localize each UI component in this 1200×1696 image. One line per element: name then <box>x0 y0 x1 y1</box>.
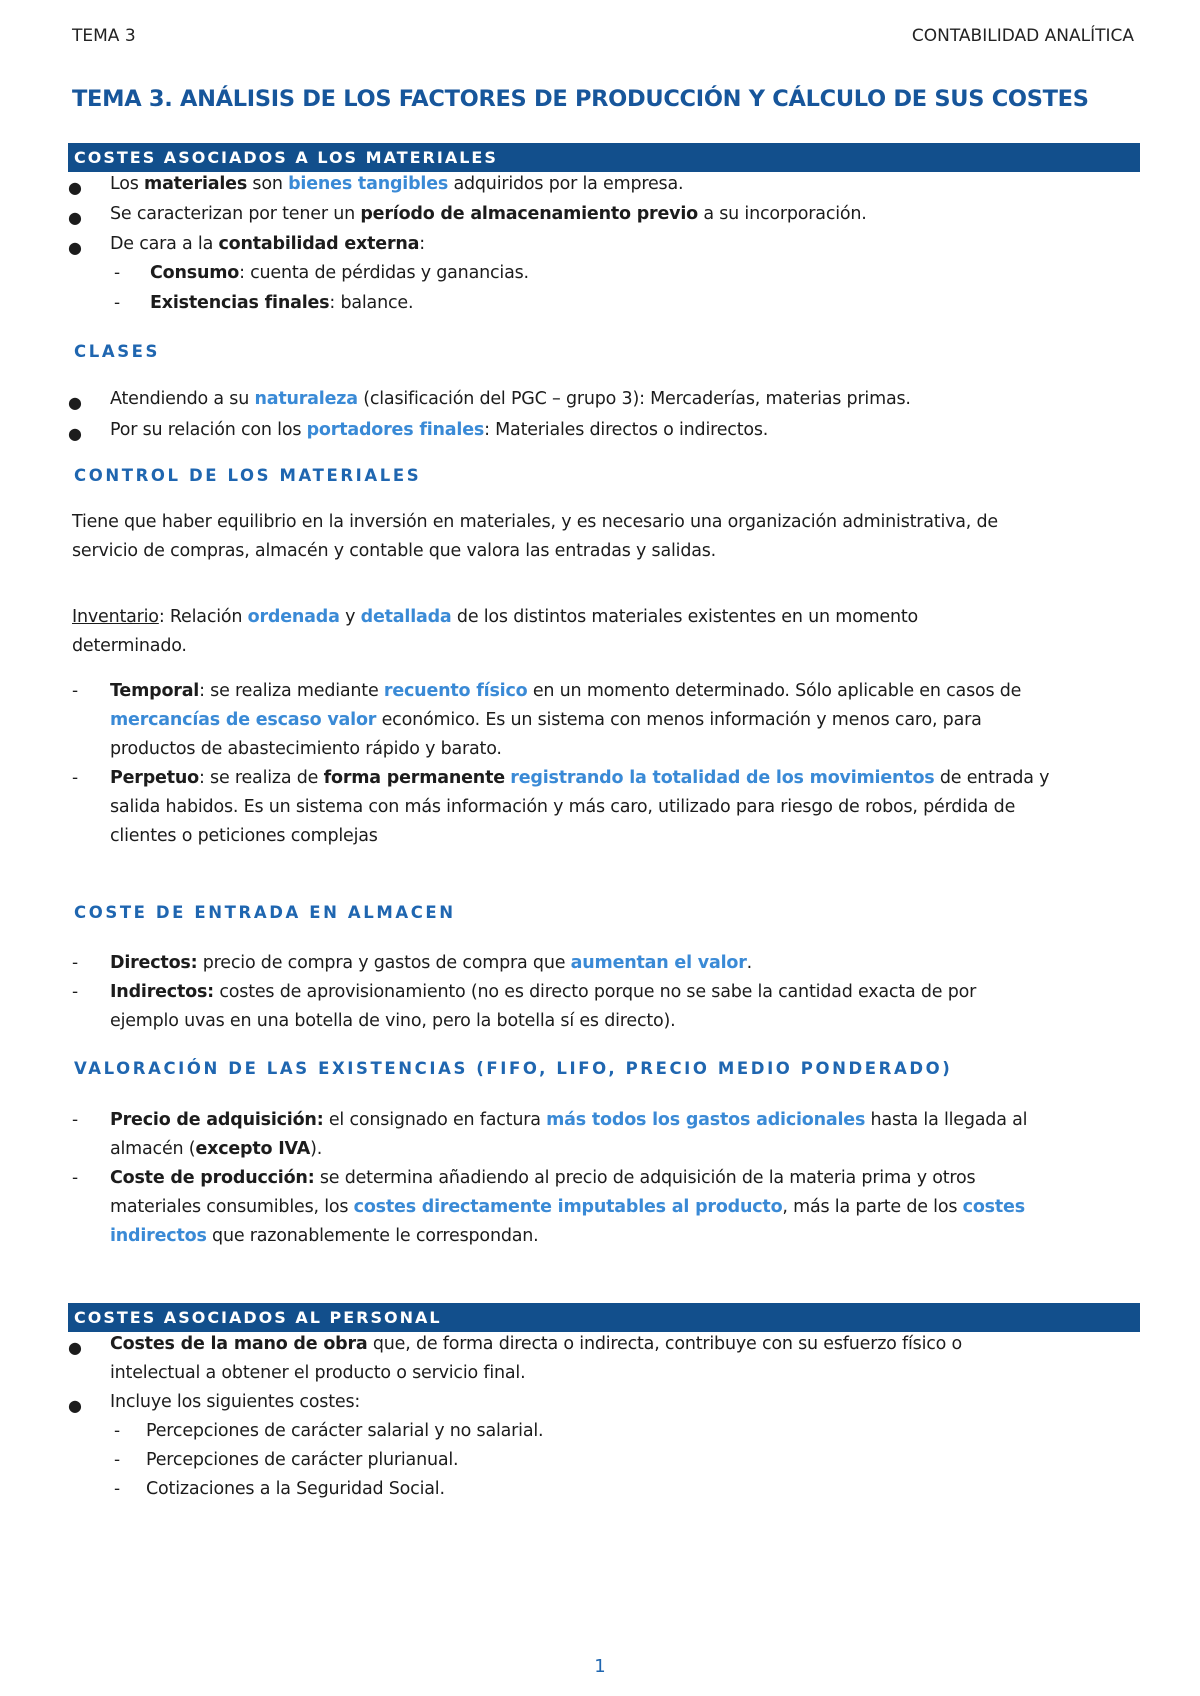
materiales-bullet-3: De cara a la contabilidad externa: <box>110 234 425 254</box>
bullet-icon: ● <box>68 1396 82 1415</box>
valoracion-precio-adquisicion-cont: almacén (excepto IVA). <box>110 1139 323 1159</box>
dash-icon: - <box>72 1110 79 1130</box>
dash-icon: - <box>72 953 79 973</box>
personal-bullet-2: Incluye los siguientes costes: <box>110 1392 361 1412</box>
dash-icon: - <box>114 1421 121 1441</box>
dash-icon: - <box>114 1479 121 1499</box>
personal-dash-3: Cotizaciones a la Seguridad Social. <box>146 1479 445 1499</box>
bullet-icon: ● <box>68 238 82 257</box>
dash-icon: - <box>114 293 121 313</box>
perpetuo-line-3: clientes o peticiones complejas <box>110 826 378 846</box>
bullet-icon: ● <box>68 178 82 197</box>
section-heading-control: CONTROL DE LOS MATERIALES <box>74 466 422 485</box>
coste-entrada-directos: Directos: precio de compra y gastos de compra que aumentan el valor. <box>110 953 753 973</box>
dash-icon: - <box>72 681 79 701</box>
valoracion-coste-produccion-cont-2: indirectos que razonablemente le correspondan. <box>110 1226 539 1246</box>
control-paragraph-line-2: servicio de compras, almacén y contable que valora las entradas y salidas. <box>72 541 717 561</box>
control-paragraph-line-1: Tiene que haber equilibrio en la inversión en materiales, y es necesario una organización administrativa, de <box>72 512 998 532</box>
dash-icon: - <box>114 1450 121 1470</box>
personal-bullet-1-cont: intelectual a obtener el producto o servicio final. <box>110 1363 526 1383</box>
bullet-icon: ● <box>68 393 82 412</box>
header-left: TEMA 3 <box>72 26 136 46</box>
valoracion-coste-produccion: Coste de producción: se determina añadiendo al precio de adquisición de la materia prima y otros <box>110 1168 976 1188</box>
page-title: TEMA 3. ANÁLISIS DE LOS FACTORES DE PRODUCCIÓN Y CÁLCULO DE SUS COSTES <box>72 86 1089 112</box>
bullet-icon: ● <box>68 1338 82 1357</box>
clases-bullet-2: Por su relación con los portadores finales: Materiales directos o indirectos. <box>110 420 769 440</box>
materiales-dash-2: Existencias finales: balance. <box>150 293 414 313</box>
coste-entrada-indirectos-cont: ejemplo uvas en una botella de vino, pero la botella sí es directo). <box>110 1011 676 1031</box>
personal-dash-2: Percepciones de carácter plurianual. <box>146 1450 459 1470</box>
dash-icon: - <box>72 768 79 788</box>
bullet-icon: ● <box>68 208 82 227</box>
perpetuo-line-1: Perpetuo: se realiza de forma permanente registrando la totalidad de los movimientos de entrada y <box>110 768 1050 788</box>
dash-icon: - <box>72 982 79 1002</box>
section-heading-valoracion: VALORACIÓN DE LAS EXISTENCIAS (FIFO, LIFO, PRECIO MEDIO PONDERADO) <box>74 1059 953 1078</box>
materiales-bullet-2: Se caracterizan por tener un período de almacenamiento previo a su incorporación. <box>110 204 867 224</box>
bullet-icon: ● <box>68 424 82 443</box>
inventario-definition: Inventario: Relación ordenada y detallada de los distintos materiales existentes en un momento <box>72 607 919 627</box>
section-heading-coste-entrada: COSTE DE ENTRADA EN ALMACEN <box>74 903 456 922</box>
section-heading-materiales: COSTES ASOCIADOS A LOS MATERIALES <box>68 143 1140 172</box>
inventario-definition-cont: determinado. <box>72 636 187 656</box>
section-heading-personal: COSTES ASOCIADOS AL PERSONAL <box>68 1303 1140 1332</box>
temporal-line-3: productos de abastecimiento rápido y barato. <box>110 739 502 759</box>
dash-icon: - <box>72 1168 79 1188</box>
perpetuo-line-2: salida habidos. Es un sistema con más información y más caro, utilizado para riesgo de robos, pérdida de <box>110 797 1016 817</box>
clases-bullet-1: Atendiendo a su naturaleza (clasificación del PGC – grupo 3): Mercaderías, materias primas. <box>110 389 911 409</box>
materiales-dash-1: Consumo: cuenta de pérdidas y ganancias. <box>150 263 529 283</box>
header-right: CONTABILIDAD ANALÍTICA <box>911 26 1134 46</box>
personal-dash-1: Percepciones de carácter salarial y no salarial. <box>146 1421 544 1441</box>
personal-bullet-1: Costes de la mano de obra que, de forma directa o indirecta, contribuye con su esfuerzo físico o <box>110 1334 963 1354</box>
materiales-bullet-1: Los materiales son bienes tangibles adquiridos por la empresa. <box>110 174 684 194</box>
section-heading-clases: CLASES <box>74 342 161 361</box>
temporal-line-2: mercancías de escaso valor económico. Es un sistema con menos información y menos caro, para <box>110 710 982 730</box>
page-number: 1 <box>594 1656 606 1677</box>
temporal-line-1: Temporal: se realiza mediante recuento físico en un momento determinado. Sólo aplicable en casos de <box>110 681 1022 701</box>
valoracion-coste-produccion-cont: materiales consumibles, los costes directamente imputables al producto, más la parte de los costes <box>110 1197 1025 1217</box>
dash-icon: - <box>114 263 121 283</box>
coste-entrada-indirectos: Indirectos: costes de aprovisionamiento (no es directo porque no se sabe la cantidad exacta de por <box>110 982 977 1002</box>
valoracion-precio-adquisicion: Precio de adquisición: el consignado en factura más todos los gastos adicionales hasta la llegada al <box>110 1110 1028 1130</box>
